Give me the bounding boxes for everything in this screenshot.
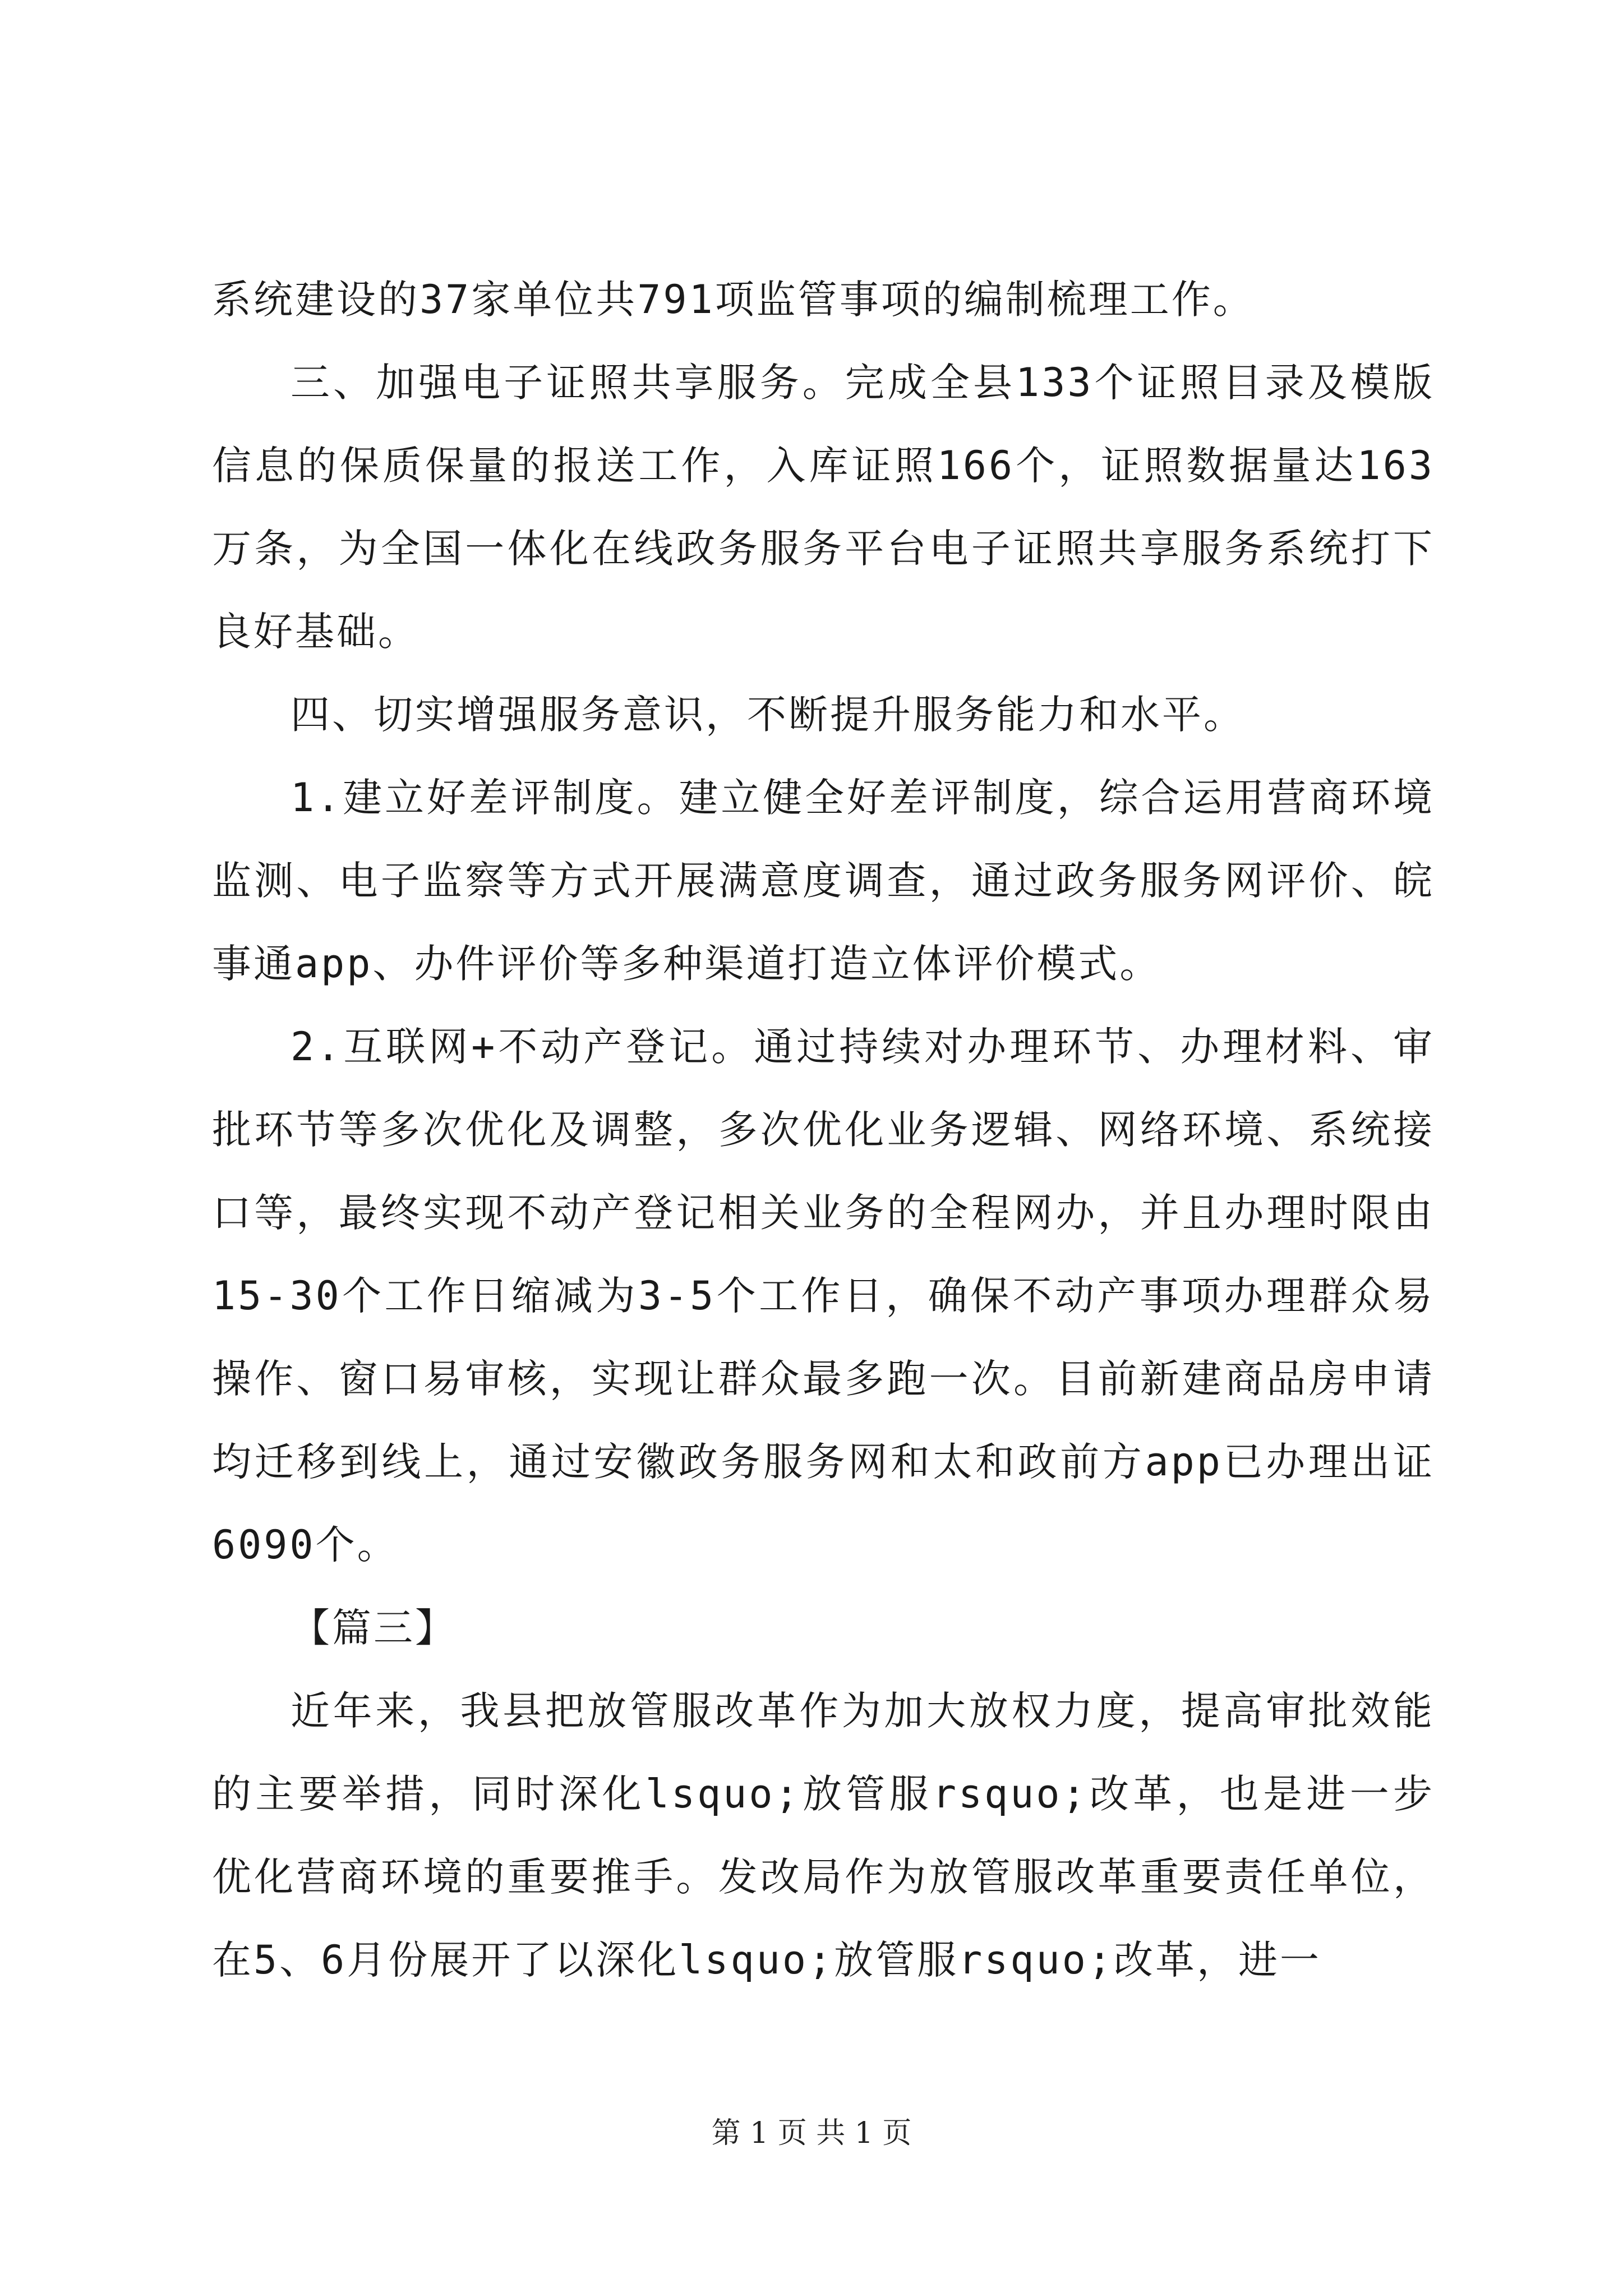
paragraph-part-three-intro: 近年来，我县把放管服改革作为加大放权力度，提高审批效能的主要举措，同时深化lsquo;放管服rsquo;改革，也是进一步优化营商环境的重要推手。发改局作为放管服改革重要责任单位，在5、6月份展开了以深化lsquo;放管服rsquo;改革，进一 [212, 1688, 1435, 1983]
paragraph-section-four: 四、切实增强服务意识，不断提升服务能力和水平。 [291, 692, 1245, 738]
paragraph-item-1: 1.建立好差评制度。建立健全好差评制度，综合运用营商环境监测、电子监察等方式开展满意度调查，通过政务服务网评价、皖事通app、办件评价等多种渠道打造立体评价模式。 [212, 775, 1435, 987]
section-heading-part-three: 【篇三】 [291, 1605, 457, 1651]
page-number-footer: 第 1 页 共 1 页 [711, 2116, 912, 2150]
paragraph-continuation: 系统建设的37家单位共791项监管事项的编制梳理工作。 [212, 277, 1255, 323]
document-body [212, 258, 1435, 2001]
paragraph-item-2: 2.互联网+不动产登记。通过持续对办理环节、办理材料、审批环节等多次优化及调整，多次优化业务逻辑、网络环境、系统接口等，最终实现不动产登记相关业务的全程网办，并且办理时限由15-30个工作日缩减为3-5个工作日，确保不动产事项办理群众易操作、窗口易审核，实现让群众最多跑一次。目前新建商品房申请均迁移到线上，通过安徽政务服务网和太和政前方app已办理出证6090个。 [212, 1024, 1435, 1568]
paragraph-section-three: 三、加强电子证照共享服务。完成全县133个证照目录及模版信息的保质保量的报送工作，入库证照166个，证照数据量达163万条，为全国一体化在线政务服务平台电子证照共享服务系统打下良好基础。 [212, 360, 1435, 655]
